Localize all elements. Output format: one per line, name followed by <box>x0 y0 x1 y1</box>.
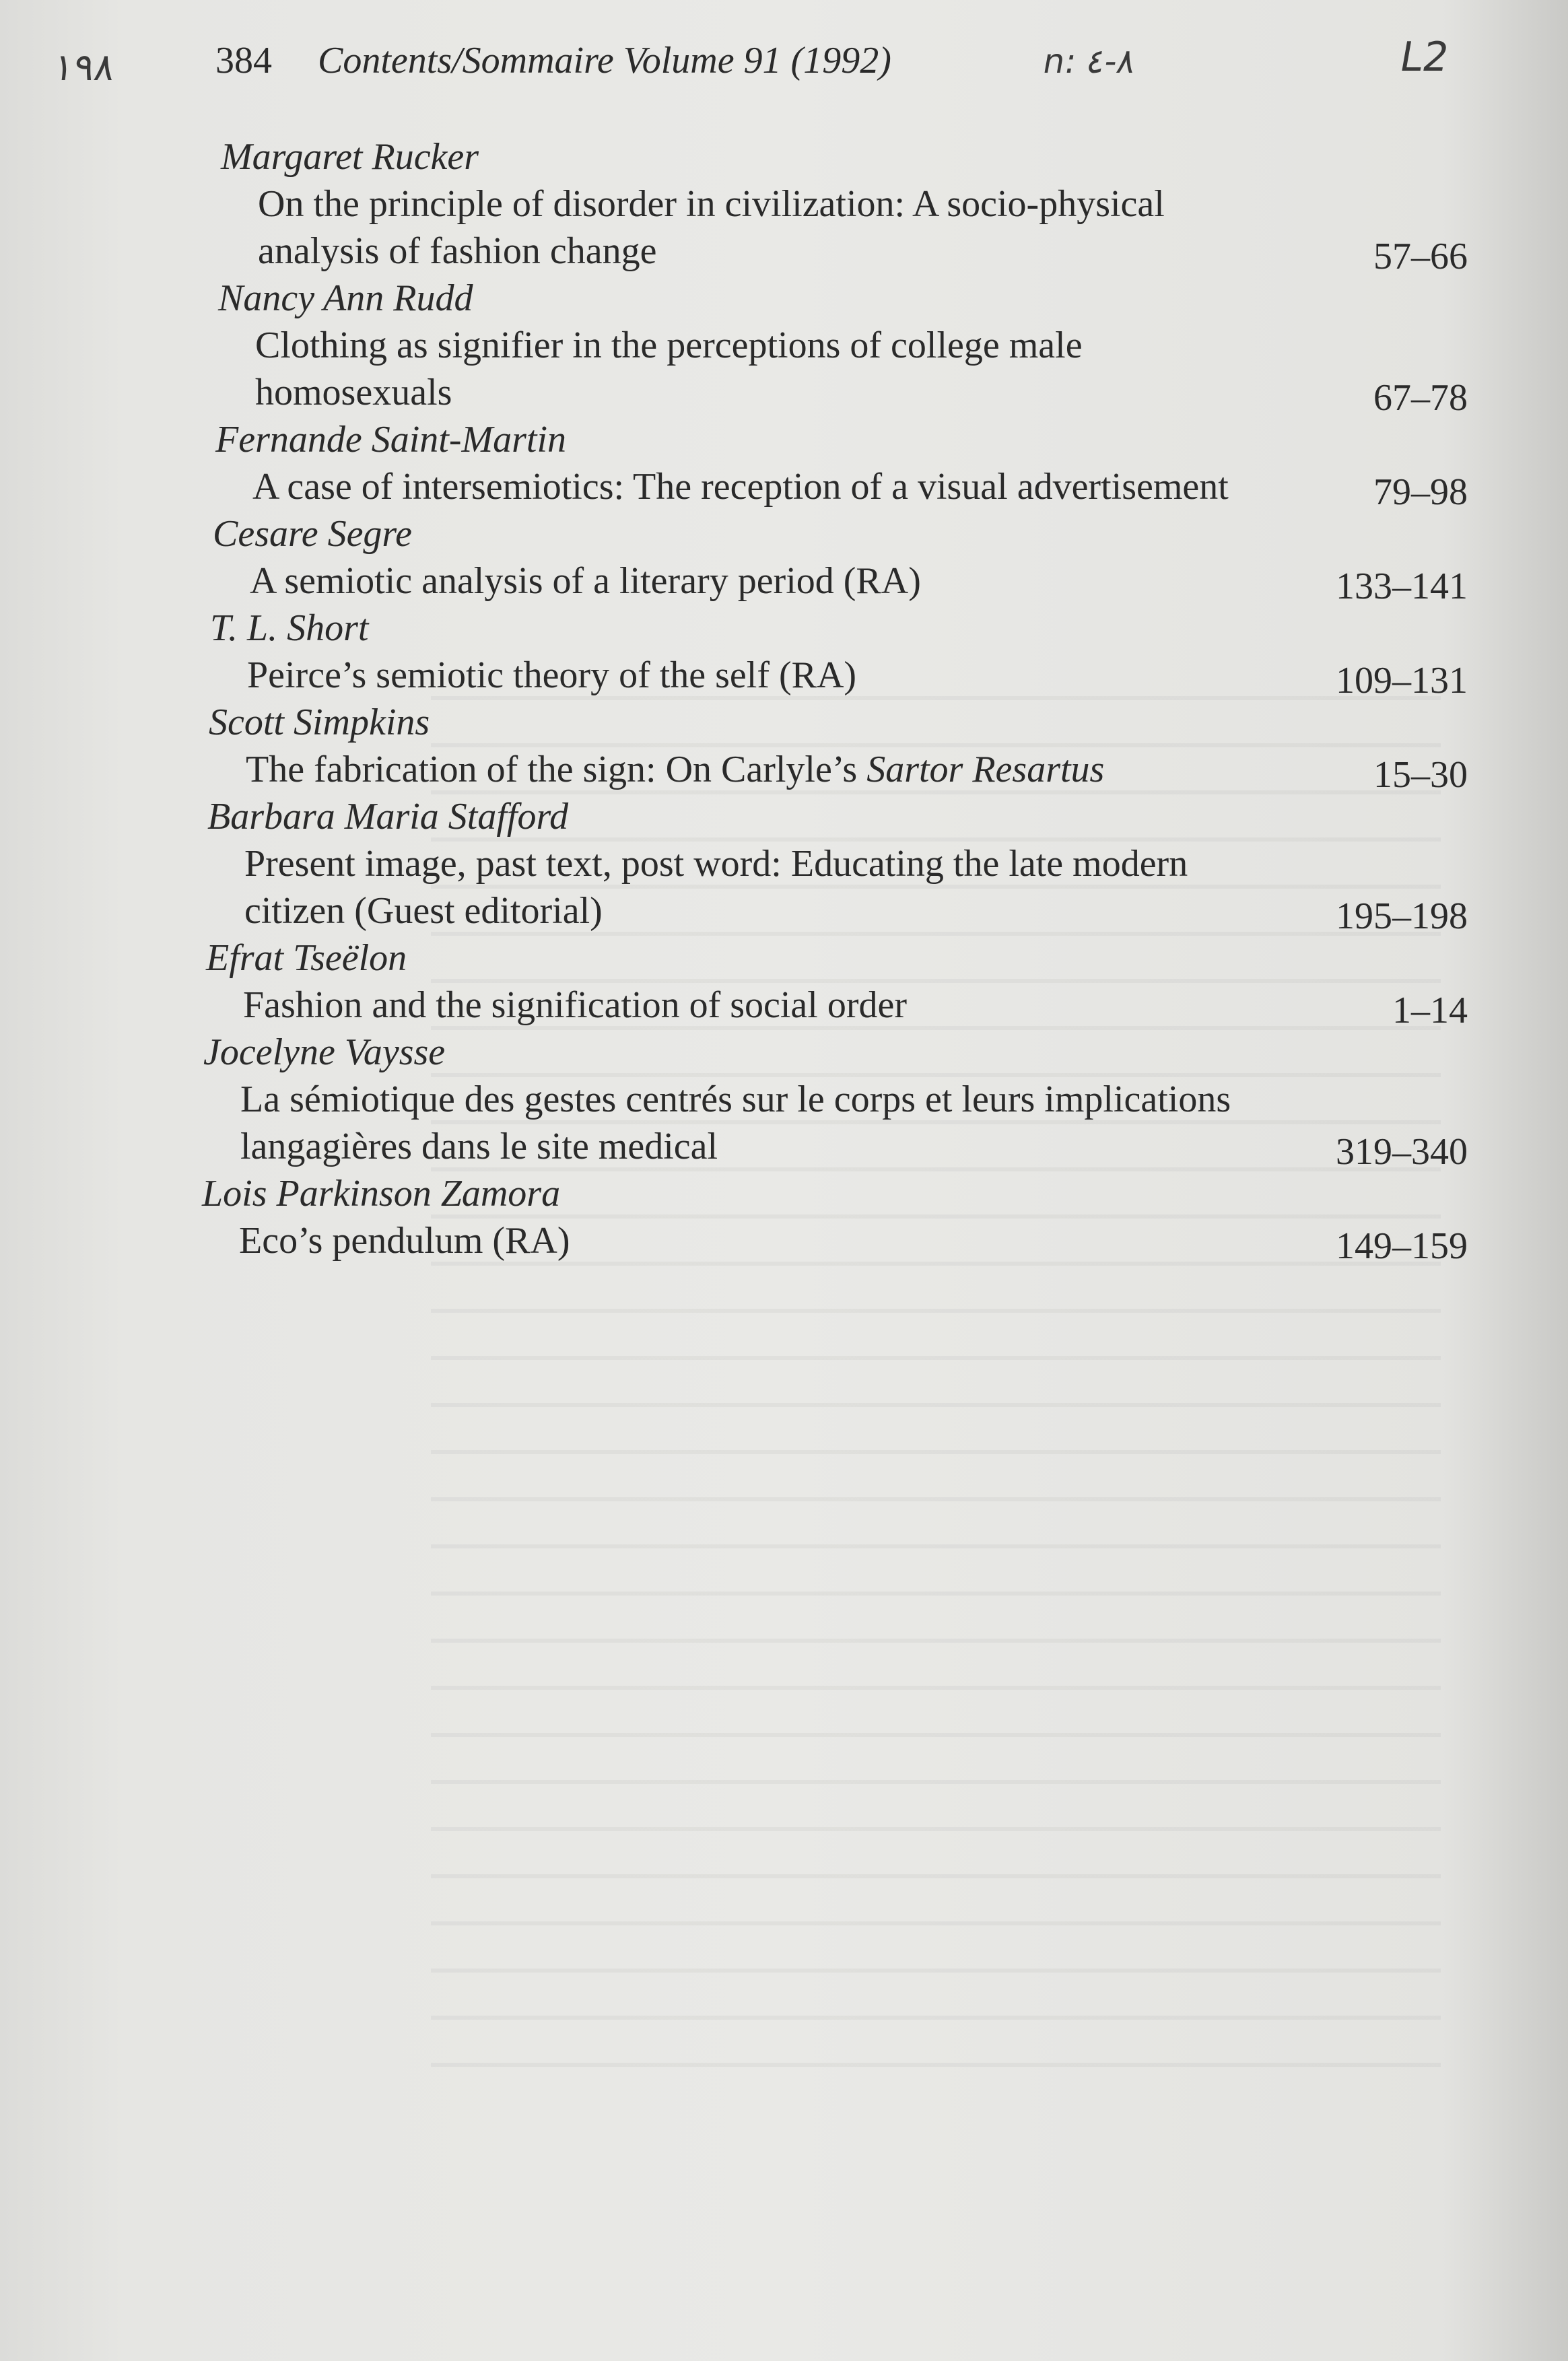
entry-title: Eco’s pendulum (RA) <box>239 1220 570 1262</box>
entry-title-row <box>207 840 1468 937</box>
entry-title-row <box>213 557 1468 605</box>
entry-author: Fernande Saint-Martin <box>215 419 567 460</box>
entry-title-row <box>203 1076 1468 1173</box>
contents-entry <box>207 793 1468 937</box>
entry-author: Cesare Segre <box>213 513 412 555</box>
handwritten-annotation-mid: n: ٨-٤ <box>1039 42 1139 81</box>
entry-author: Scott Simpkins <box>209 702 430 743</box>
running-title: Contents/Sommaire Volume 91 (1992) <box>318 40 891 81</box>
handwritten-annotation-right: L2 <box>1396 34 1453 81</box>
entry-pages: 57–66 <box>1373 236 1468 277</box>
entry-pages: 149–159 <box>1336 1225 1468 1267</box>
entry-pages: 79–98 <box>1373 471 1468 513</box>
entry-title: On the principle of disorder in civilization: A socio-physical analysis of fashion change <box>258 183 1165 272</box>
contents-entry <box>218 275 1468 419</box>
contents-entry <box>221 133 1468 275</box>
entry-title-row <box>202 1217 1468 1267</box>
contents-entry <box>206 934 1468 1029</box>
handwritten-annotation-left: ١٩٨ <box>50 46 118 90</box>
entry-title: Peirce’s semiotic theory of the self (RA) <box>247 654 857 696</box>
contents-entry <box>213 510 1468 605</box>
page-number: 384 <box>215 40 272 81</box>
entry-title-row <box>221 180 1468 275</box>
contents-list <box>202 133 1468 1267</box>
entry-pages: 195–198 <box>1336 895 1468 937</box>
entry-title-row <box>218 322 1468 419</box>
entry-author: Jocelyne Vaysse <box>203 1031 446 1073</box>
entry-title: A semiotic analysis of a literary period (RA) <box>250 560 921 602</box>
entry-title: The fabrication of the sign: On Carlyle’s <box>246 749 867 790</box>
entry-pages: 15–30 <box>1373 754 1468 796</box>
contents-entry <box>215 416 1468 513</box>
entry-title: Present image, past text, post word: Educating the late modern citizen (Guest editorial) <box>244 843 1188 932</box>
entry-pages: 67–78 <box>1373 377 1468 419</box>
contents-entry <box>209 699 1468 796</box>
entry-title-row <box>210 652 1468 702</box>
contents-entry <box>203 1029 1468 1173</box>
contents-entry <box>210 605 1468 702</box>
entry-author: Nancy Ann Rudd <box>218 277 473 319</box>
entry-title: Fashion and the signification of social order <box>243 984 907 1026</box>
entry-pages: 319–340 <box>1336 1131 1468 1173</box>
entry-author: Margaret Rucker <box>221 136 479 178</box>
entry-author: Efrat Tseëlon <box>206 937 407 979</box>
entry-title: A case of intersemiotics: The reception of a visual advertisement <box>252 466 1229 508</box>
entry-author: Lois Parkinson Zamora <box>202 1173 561 1214</box>
page-header <box>50 34 1522 100</box>
entry-pages: 1–14 <box>1392 990 1468 1031</box>
entry-title: Clothing as signifier in the perceptions of college male homosexuals <box>255 324 1083 413</box>
entry-title-row <box>215 463 1468 513</box>
entry-pages: 109–131 <box>1336 660 1468 702</box>
contents-entry <box>202 1170 1468 1267</box>
entry-title: La sémiotique des gestes centrés sur le corps et leurs implications langagières dans le site medical <box>240 1079 1231 1167</box>
entry-title-row <box>209 746 1468 796</box>
entry-title-row <box>206 982 1468 1029</box>
entry-author: T. L. Short <box>210 607 369 649</box>
entry-pages: 133–141 <box>1336 566 1468 607</box>
entry-author: Barbara Maria Stafford <box>207 796 569 837</box>
entry-title-italic: Sartor Resartus <box>866 749 1105 790</box>
